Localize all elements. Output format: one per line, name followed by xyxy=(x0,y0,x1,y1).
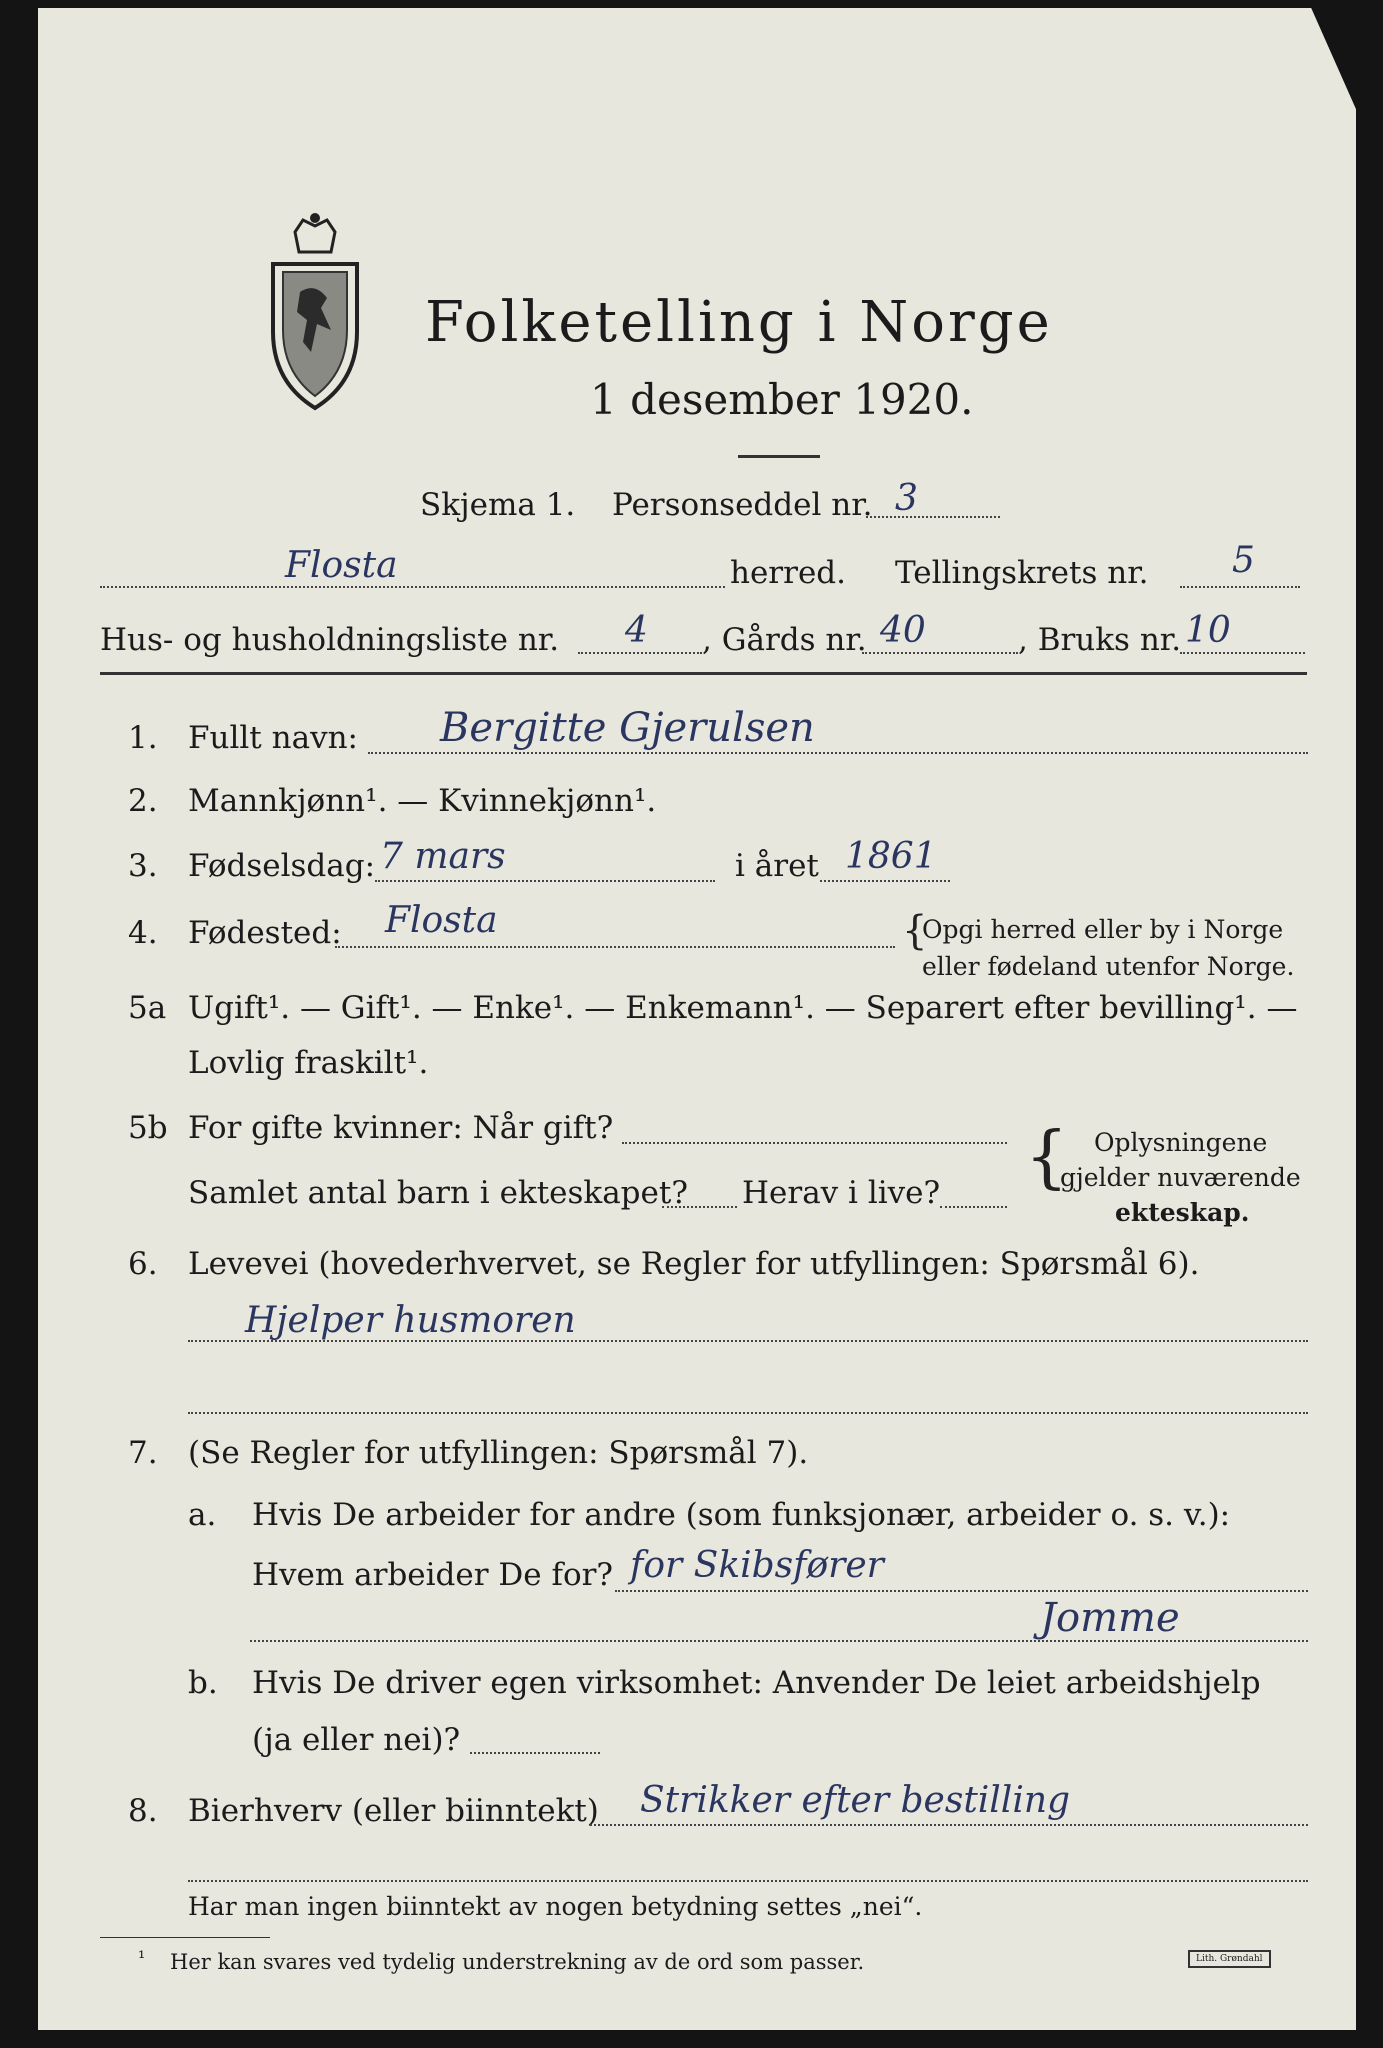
hus-label: Hus- og husholdningsliste nr. xyxy=(100,622,560,658)
children-total-dotted-line xyxy=(662,1206,737,1208)
footer-note: Har man ingen biinntekt av nogen betydning settes „nei“. xyxy=(188,1892,923,1921)
census-date: 1 desember 1920. xyxy=(590,375,974,424)
q5b-line2a: Samlet antal barn i ekteskapet? xyxy=(188,1175,688,1211)
herred-dotted-line xyxy=(100,586,725,588)
q8-label: Bierhverv (eller biinntekt) xyxy=(188,1793,599,1829)
occupation-dotted-line-2 xyxy=(188,1412,1308,1414)
q7b-line2: (ja eller nei)? xyxy=(252,1722,461,1758)
occupation-value[interactable]: Hjelper husmoren xyxy=(245,1300,576,1341)
q7a-letter: a. xyxy=(188,1497,217,1533)
occupation-dotted-line-1 xyxy=(188,1340,1308,1342)
gards-value[interactable]: 40 xyxy=(880,610,926,651)
employer-extra-value[interactable]: Jomme xyxy=(1040,1595,1180,1641)
footnote-rule xyxy=(100,1937,270,1938)
gards-dotted-line xyxy=(862,652,1018,654)
q7a-line2: Hvem arbeider De for? xyxy=(252,1557,614,1593)
q5b-number: 5b xyxy=(128,1110,168,1146)
hus-dotted-line xyxy=(578,652,702,654)
q5b-line2b: Herav i live? xyxy=(742,1175,941,1211)
birthday-value[interactable]: 7 mars xyxy=(380,836,506,877)
birthplace-value[interactable]: Flosta xyxy=(385,900,498,941)
personseddel-value[interactable]: 3 xyxy=(895,478,918,519)
q3-number: 3. xyxy=(128,848,158,884)
q5b-line1: For gifte kvinner: Når gift? xyxy=(188,1110,614,1146)
birthday-dotted-line xyxy=(375,880,715,882)
tellingskrets-value[interactable]: 5 xyxy=(1232,540,1255,581)
birthplace-dotted-line xyxy=(335,946,895,948)
q5b-note-line3: ekteskap. xyxy=(1115,1198,1250,1227)
q7a-line1: Hvis De arbeider for andre (som funksjonær, arbeider o. s. v.): xyxy=(252,1497,1231,1533)
q4-note-line1: Opgi herred eller by i Norge xyxy=(922,915,1284,944)
q8-number: 8. xyxy=(128,1793,158,1829)
side-income-dotted-line-1 xyxy=(590,1824,1308,1826)
q4-note-line2: eller fødeland utenfor Norge. xyxy=(922,952,1295,981)
q5a-number: 5a xyxy=(128,990,167,1026)
q7b-letter: b. xyxy=(188,1665,218,1701)
norwegian-coat-of-arms-icon xyxy=(265,212,365,412)
footnote-mark: ¹ xyxy=(138,1948,146,1969)
q5b-note-brace: { xyxy=(1025,1118,1069,1197)
herred-label: herred. xyxy=(730,555,846,591)
q7-number: 7. xyxy=(128,1435,158,1471)
tellingskrets-label: Tellingskrets nr. xyxy=(895,555,1149,591)
employer-dotted-line-2 xyxy=(250,1640,1308,1642)
employer-value[interactable]: for Skibsfører xyxy=(630,1545,884,1586)
tellingskrets-dotted-line xyxy=(1180,586,1300,588)
q2-number: 2. xyxy=(128,783,158,819)
form-title: Folketelling i Norge xyxy=(425,290,1053,355)
title-divider xyxy=(738,455,820,458)
personseddel-label: Personseddel nr. xyxy=(612,487,873,523)
q4-number: 4. xyxy=(128,915,158,951)
year-label: i året xyxy=(735,848,819,884)
herred-value[interactable]: Flosta xyxy=(285,545,398,586)
employer-dotted-line-1 xyxy=(615,1590,1308,1592)
q1-label: Fullt navn: xyxy=(188,720,358,756)
children-alive-dotted-line xyxy=(940,1206,1007,1208)
side-income-value[interactable]: Strikker efter bestilling xyxy=(640,1780,1071,1821)
q1-number: 1. xyxy=(128,720,158,756)
gender-options[interactable]: Mannkjønn¹. — Kvinnekjønn¹. xyxy=(188,783,657,819)
bruks-dotted-line xyxy=(1180,652,1305,654)
q5b-note-line1: Oplysningene xyxy=(1094,1128,1268,1157)
q4-label: Fødested: xyxy=(188,915,342,951)
printer-stamp: Lith. Grøndahl xyxy=(1188,1950,1271,1968)
hired-help-dotted-line xyxy=(470,1752,600,1754)
marital-status-options-cont[interactable]: Lovlig fraskilt¹. xyxy=(188,1045,429,1081)
q7b-line1: Hvis De driver egen virksomhet: Anvender De leiet arbeidshjelp xyxy=(252,1665,1261,1701)
married-when-dotted-line xyxy=(622,1142,1007,1144)
q3-label: Fødselsdag: xyxy=(188,848,376,884)
q6-label: Levevei (hovederhvervet, se Regler for utfyllingen: Spørsmål 6). xyxy=(188,1246,1200,1282)
full-name-value[interactable]: Bergitte Gjerulsen xyxy=(440,705,815,751)
bruks-label: , Bruks nr. xyxy=(1018,622,1182,658)
birth-year-value[interactable]: 1861 xyxy=(845,836,937,877)
hus-value[interactable]: 4 xyxy=(625,610,648,651)
side-income-dotted-line-2 xyxy=(188,1880,1308,1882)
q6-number: 6. xyxy=(128,1246,158,1282)
marital-status-options[interactable]: Ugift¹. — Gift¹. — Enke¹. — Enkemann¹. — Separert efter bevilling¹. — xyxy=(188,990,1298,1026)
bruks-value[interactable]: 10 xyxy=(1185,610,1231,651)
personseddel-dotted-line xyxy=(866,516,1000,518)
gards-label: , Gårds nr. xyxy=(702,622,867,658)
q4-note-brace: { xyxy=(902,908,928,954)
birth-year-dotted-line xyxy=(820,880,950,882)
footnote-text: Her kan svares ved tydelig understrekning av de ord som passer. xyxy=(170,1950,865,1974)
full-name-dotted-line xyxy=(368,752,1308,754)
q5b-note-line2: gjelder nuværende xyxy=(1060,1163,1301,1192)
q7-label: (Se Regler for utfyllingen: Spørsmål 7). xyxy=(188,1435,809,1471)
header-divider xyxy=(100,672,1307,675)
schema-label: Skjema 1. xyxy=(420,487,576,523)
